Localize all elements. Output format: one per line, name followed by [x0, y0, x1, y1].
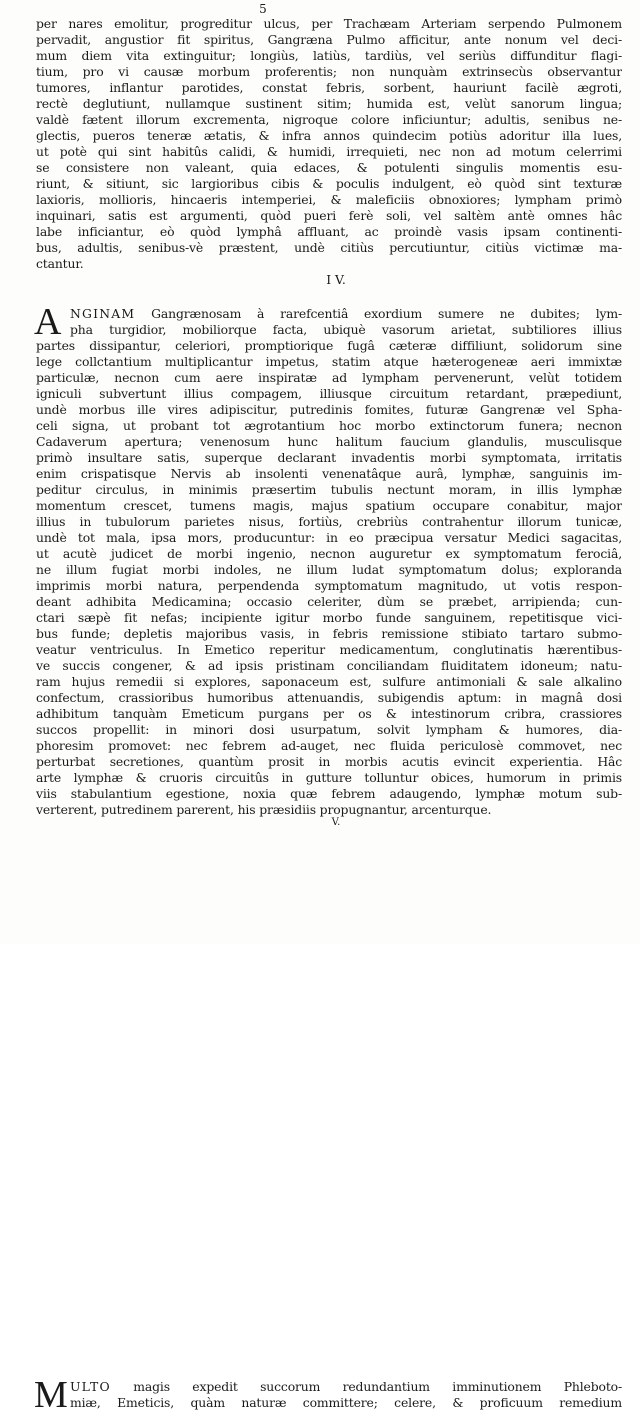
text-line: confectum, crassioribus humoribus attenuandis, subigendis aptum: in magnâ dosi	[36, 690, 622, 705]
text-line: phoresim promovet: nec febrem ad-auget, nec fluida periculosè commovet, nec	[36, 738, 622, 753]
text-line: enim crispatisque Nervis ab insolenti venenatâque aurâ, lymphæ, sanguinis im-	[36, 466, 622, 481]
text-line-content: Gangrænosam à rarefcentiâ exordium sumere ne dubites; lym-	[151, 306, 622, 321]
text-line: ve succis congener, & ad ipsis pristinam conciliandam fluiditatem idoneum; natu-	[36, 658, 622, 673]
text-line: pervadit, angustior fit spiritus, Gangræna Pulmo afficitur, ante nonum vel deci-	[36, 32, 622, 47]
paragraph-3	[34, 1374, 622, 1416]
text-line: inquinari, satis est argumenti, quòd pueri ferè soli, vel saltèm antè omnes hâc	[36, 208, 622, 223]
text-line: bus, adultis, senibus-vè præstent, undè citiùs percutiuntur, citiùs victimæ ma-	[36, 240, 622, 255]
text-line: verterent, putredinem parerent, his præsidiis propugnantur, arcenturque.	[36, 802, 492, 817]
text-line: valdè fætent illorum excrementa, nigroque colore inficiuntur; adultis, senibus ne-	[36, 112, 622, 127]
text-line: ctantur.	[36, 256, 84, 271]
text-line: tium, pro vi causæ morbum proferentis; non nunquàm extrinsecùs observantur	[36, 64, 622, 79]
text-line: momentum crescet, tumens magis, majus spatium occupare conabitur, major	[36, 498, 622, 513]
page-number: 5	[259, 2, 267, 16]
text-line: glectis, pueros teneræ ætatis, & infra annos quindecim potiùs adoritur illa lues,	[36, 128, 622, 143]
text-line: peditur circulus, in minimis præsertim tubulis nectunt moram, in illis lymphæ	[36, 482, 622, 497]
text-line: ut potè qui sint habitûs calidi, & humidi, irrequieti, nec non ad motum celerrimi	[36, 144, 622, 159]
text-line: mum diem vita extinguitur; longiùs, latiùs, tardiùs, vel seriùs diffunditur flagi-	[36, 48, 622, 63]
text-line: ut acutè judicet de morbi ingenio, necnon auguretur ex symptomatum ferociâ,	[36, 546, 622, 561]
drop-cap: M	[34, 1374, 68, 1416]
text-line: veatur ventriculus. In Emetico reperitur medicamentum, conglutinatis hærentibus-	[36, 642, 622, 657]
text-line: ram hujus remedii si explores, saponaceum est, sulfure antimoniali & sale alkalino	[36, 674, 622, 689]
text-line: pha turgidior, mobiliorque facta, ubiquè vasorum arietat, subtiliores illius	[70, 322, 622, 337]
text-line: bus funde; depletis majoribus vasis, in febris remissione stibiato tartaro submo-	[36, 626, 622, 641]
text-line: undè morbus ille vires adipiscitur, putredinis fomites, futuræ Gangrenæ vel Spha-	[36, 402, 622, 417]
text-line: arte lymphæ & cruoris circuitûs in gutture tolluntur obices, humorum in primis	[36, 770, 622, 785]
text-line: lege collctantium multiplicantur impetus, statim atque hæterogeneæ aeri immixtæ	[36, 354, 622, 369]
text-line: partes dissipantur, celeriori, promptiorique fugâ cæteræ diffiliunt, solidorum sine	[36, 338, 622, 353]
paragraph-2	[34, 301, 622, 828]
text-line: succos propellit: in minori dosi usurpatum, solvit lympham & humores, dia-	[36, 722, 622, 737]
text-line: ne illum fugiat morbi indoles, ne illum ludat symptomatum dolus; exploranda	[36, 562, 622, 577]
text-line: primò insultare satis, superque declarant invadentis morbi symptomata, irritatis	[36, 450, 622, 465]
text-line-content: magis expedit succorum redundantium imminutionem Phleboto-	[133, 1379, 622, 1394]
text-line: se consistere non valeant, quia edaces, & potulenti singulis momentis esu-	[36, 160, 622, 175]
text-line: igniculi subvertunt illius compagem, illiusque circuitum retardant, præpediunt,	[36, 386, 622, 401]
section-number-v: V.	[331, 817, 341, 828]
text-line: deant adhibita Medicamina; occasio celeriter, dùm se præbet, arripienda; cun-	[36, 594, 622, 609]
text-line: adhibitum tanquàm Emeticum purgans per os & intestinorum cribra, crassiores	[36, 706, 622, 721]
text-line: laxioris, mollioris, hincaeris intemperiei, & maleficiis obnoxiores; lympham primò	[36, 192, 622, 207]
text-line: illius in tubulorum parietes nisus, fortiùs, crebriùs contrahentur illorum tunicæ,	[36, 514, 622, 529]
text-line: Cadaverum apertura; venenosum hunc halitum faucium glandulis, musculisque	[36, 434, 622, 449]
text-line: undè tot mala, ipsa mors, producuntur: in eo præcipua versatur Medici sagacitas,	[36, 530, 622, 545]
text-line: rectè deglutiunt, nullamque sustinent sitim; humida est, velùt sanorum lingua;	[36, 96, 622, 111]
text-line: viis stabulantium egestione, noxia quæ febrem adaugendo, lymphæ motum sub-	[36, 786, 622, 801]
text-line: per nares emolitur, progreditur ulcus, per Trachæam Arteriam serpendo Pulmonem	[36, 16, 622, 31]
section-number-iv: I V.	[326, 272, 346, 287]
text-line: ctari sæpè fit nefas; incipiente igitur morbo funde sanguinem, repetitisque vici-	[36, 610, 622, 625]
text-line	[36, 1379, 622, 1395]
first-word: ULTO	[70, 1379, 111, 1394]
text-line: tumores, inflantur parotides, constat febris, sorbent, hauriunt facilè ægroti,	[36, 80, 622, 95]
text-line: imprimis morbi natura, perpendenda symptomatum magnitudo, ut votis respon-	[36, 578, 622, 593]
text-line: labe inficiantur, eò quòd lymphâ affluant, ac proindè vasis ipsam continenti-	[36, 224, 622, 239]
text-line: celi signa, ut probant tot ægrotantium hoc morbo extinctorum funera; necnon	[36, 418, 622, 433]
first-word: NGINAM	[70, 306, 136, 321]
paragraph-1	[36, 16, 622, 288]
text-line: particulæ, necnon cum aere inspiratæ ad lympham pervenerunt, velùt totidem	[36, 370, 622, 385]
drop-cap: A	[34, 301, 62, 343]
text-line	[36, 306, 622, 322]
text-line: miæ, Emeticis, quàm naturæ committere; celere, & proficuum remedium	[70, 1395, 622, 1410]
text-line: riunt, & sitiunt, sic largioribus cibis & poculis indulgent, eò quòd sint texturæ	[36, 176, 622, 191]
text-line: perturbat secretiones, quantùm prosit in morbis acutis evincit experientia. Hâc	[36, 754, 622, 769]
